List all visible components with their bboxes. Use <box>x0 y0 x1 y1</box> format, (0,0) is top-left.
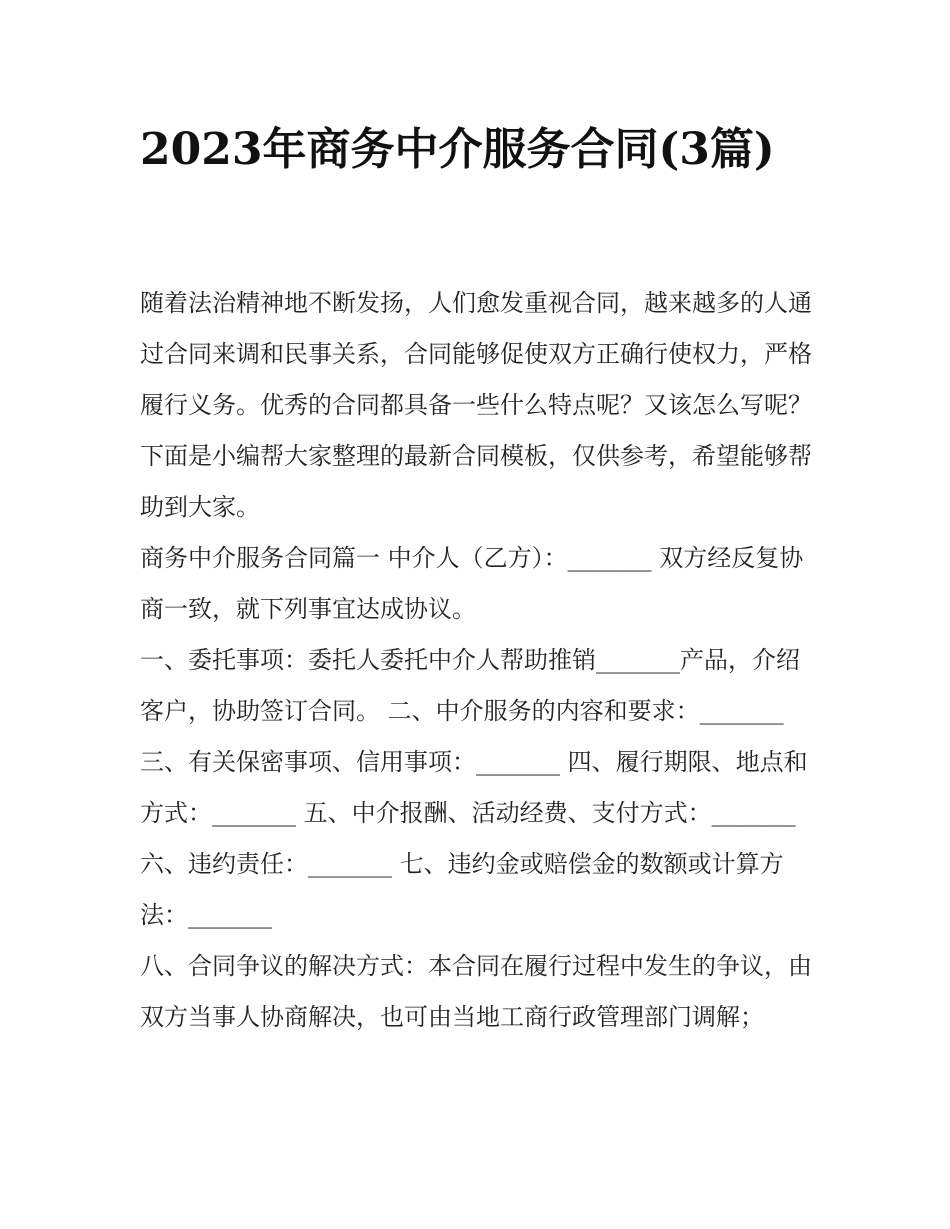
clause-paragraph: 六、违约责任：_______ 七、违约金或赔偿金的数额或计算方法：_______ <box>140 850 784 929</box>
clause-paragraph: 三、有关保密事项、信用事项：_______ 四、履行期限、地点和方式：_______ 五、中介报酬、活动经费、支付方式：_______ <box>140 748 808 827</box>
clause-paragraph: 八、合同争议的解决方式：本合同在履行过程中发生的争议，由双方当事人协商解决，也可由当地工商行政管理部门调解； <box>140 952 812 1031</box>
intro-paragraph: 随着法治精神地不断发扬，人们愈发重视合同，越来越多的人通过合同来调和民事关系，合同能够促使双方正确行使权力，严格履行义务。优秀的合同都具备一些什么特点呢？又该怎么写呢？下面是小编帮大家整理的最新合同模板，仅供参考，希望能够帮助到大家。 <box>140 289 812 521</box>
contract-heading-paragraph: 商务中介服务合同篇一 中介人（乙方）：_______ 双方经反复协商一致，就下列事宜达成协议。 <box>140 544 804 623</box>
clause-paragraph: 一、委托事项：委托人委托中介人帮助推销_______产品，介绍客户，协助签订合同。 二、中介服务的内容和要求：_______ <box>140 646 800 725</box>
document-title: 2023年商务中介服务合同(3篇) <box>140 124 775 175</box>
document-body <box>140 278 812 1043</box>
